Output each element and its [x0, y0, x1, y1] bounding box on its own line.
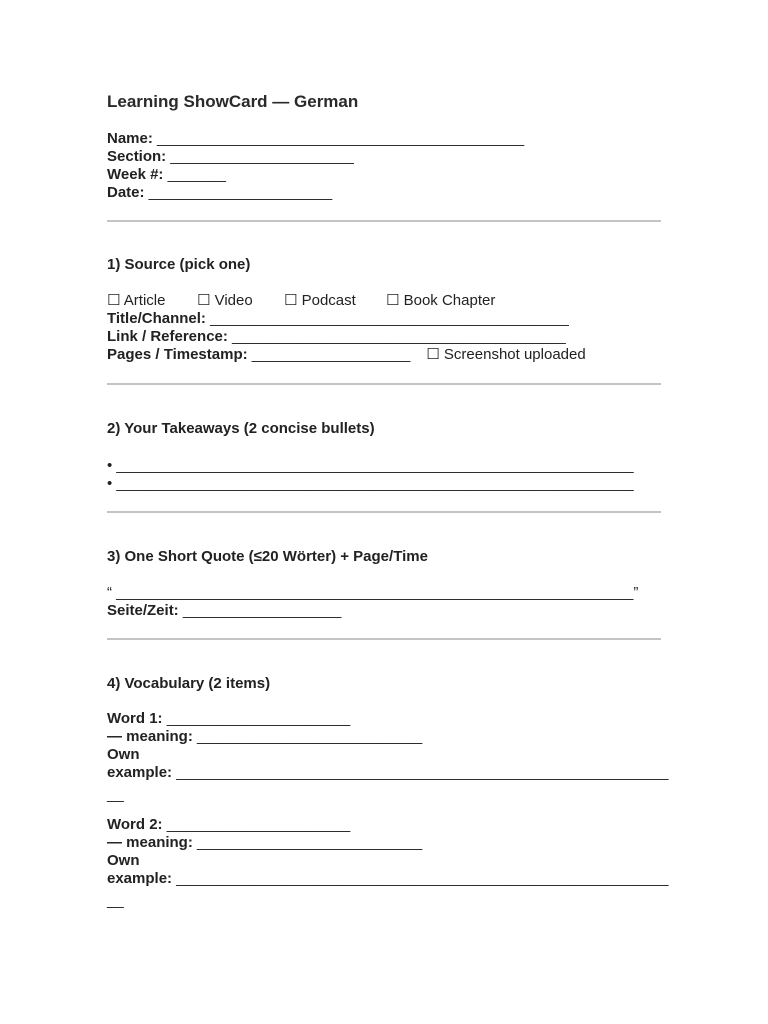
week-field[interactable] [107, 166, 663, 184]
word-label: Word 2: [107, 816, 163, 833]
vocab-heading: 4) Vocabulary (2 items) [107, 675, 271, 692]
link-reference-field[interactable] [107, 328, 663, 346]
week-blank[interactable]: _______ [163, 166, 226, 183]
link-reference-label: Link / Reference: [107, 328, 228, 345]
takeaways-heading: 2) Your Takeaways (2 concise bullets) [107, 420, 375, 437]
vocab-item-1 [107, 710, 669, 804]
divider [107, 383, 661, 385]
own-label: Own [107, 852, 140, 869]
example-blank[interactable]: ___________________________________________________________ [172, 764, 669, 781]
example-field[interactable] [107, 764, 669, 782]
quote-heading: 3) One Short Quote (≤20 Wörter) + Page/Time [107, 548, 428, 565]
example-label: example: [107, 764, 173, 781]
word-blank[interactable]: ______________________ [162, 710, 351, 727]
takeaway-bullet-2[interactable]: • ______________________________________________________________ [107, 475, 634, 492]
meaning-blank[interactable]: ___________________________ [192, 834, 423, 851]
option-article-checkbox[interactable]: ☐ Article [107, 292, 166, 309]
word-blank[interactable]: ______________________ [162, 816, 351, 833]
pages-timestamp-blank[interactable]: ___________________ [247, 346, 411, 363]
name-field[interactable] [107, 130, 663, 148]
title-channel-blank[interactable]: ___________________________________________ [205, 310, 569, 327]
pages-timestamp-field[interactable] [107, 346, 663, 364]
meaning-label: — meaning: [107, 834, 193, 851]
word-label: Word 1: [107, 710, 163, 727]
own-label: Own [107, 746, 140, 763]
screenshot-uploaded-checkbox[interactable]: ☐ Screenshot uploaded [426, 346, 586, 363]
example-blank-continued[interactable]: __ [107, 892, 124, 909]
source-options [107, 292, 663, 310]
source-heading: 1) Source (pick one) [107, 256, 251, 273]
title-channel-field[interactable] [107, 310, 663, 328]
date-label: Date: [107, 184, 145, 201]
section-field[interactable] [107, 148, 663, 166]
option-book-chapter-checkbox[interactable]: ☐ Book Chapter [386, 292, 496, 309]
showcard-form [107, 92, 669, 910]
example-blank-continued[interactable]: __ [107, 786, 124, 803]
pages-timestamp-label: Pages / Timestamp: [107, 346, 248, 363]
vocab-item-2 [107, 816, 669, 910]
seite-zeit-blank[interactable]: ___________________ [178, 602, 342, 619]
week-label: Week #: [107, 166, 164, 183]
seite-zeit-label: Seite/Zeit: [107, 602, 179, 619]
divider [107, 511, 661, 513]
meaning-field[interactable] [107, 834, 663, 852]
name-blank[interactable]: ____________________________________________ [152, 130, 525, 147]
option-video-checkbox[interactable]: ☐ Video [197, 292, 253, 309]
section-label: Section: [107, 148, 167, 165]
meaning-blank[interactable]: ___________________________ [192, 728, 423, 745]
example-field[interactable] [107, 870, 669, 888]
section-blank[interactable]: ______________________ [166, 148, 354, 165]
date-field[interactable] [107, 184, 663, 202]
option-podcast-checkbox[interactable]: ☐ Podcast [284, 292, 356, 309]
date-blank[interactable]: ______________________ [144, 184, 333, 201]
word-field[interactable] [107, 816, 663, 834]
name-label: Name: [107, 130, 153, 147]
meaning-label: — meaning: [107, 728, 193, 745]
quote-line[interactable]: “ ______________________________________________________________” [107, 584, 639, 601]
takeaway-bullet-1[interactable]: • ______________________________________________________________ [107, 457, 634, 474]
example-blank[interactable]: ___________________________________________________________ [172, 870, 669, 887]
meaning-field[interactable] [107, 728, 663, 746]
seite-zeit-field[interactable] [107, 602, 663, 620]
divider [107, 220, 661, 222]
word-field[interactable] [107, 710, 663, 728]
link-reference-blank[interactable]: ________________________________________ [227, 328, 566, 345]
example-label: example: [107, 870, 173, 887]
divider [107, 638, 661, 640]
title-channel-label: Title/Channel: [107, 310, 206, 327]
page-title: Learning ShowCard — German [107, 92, 359, 111]
